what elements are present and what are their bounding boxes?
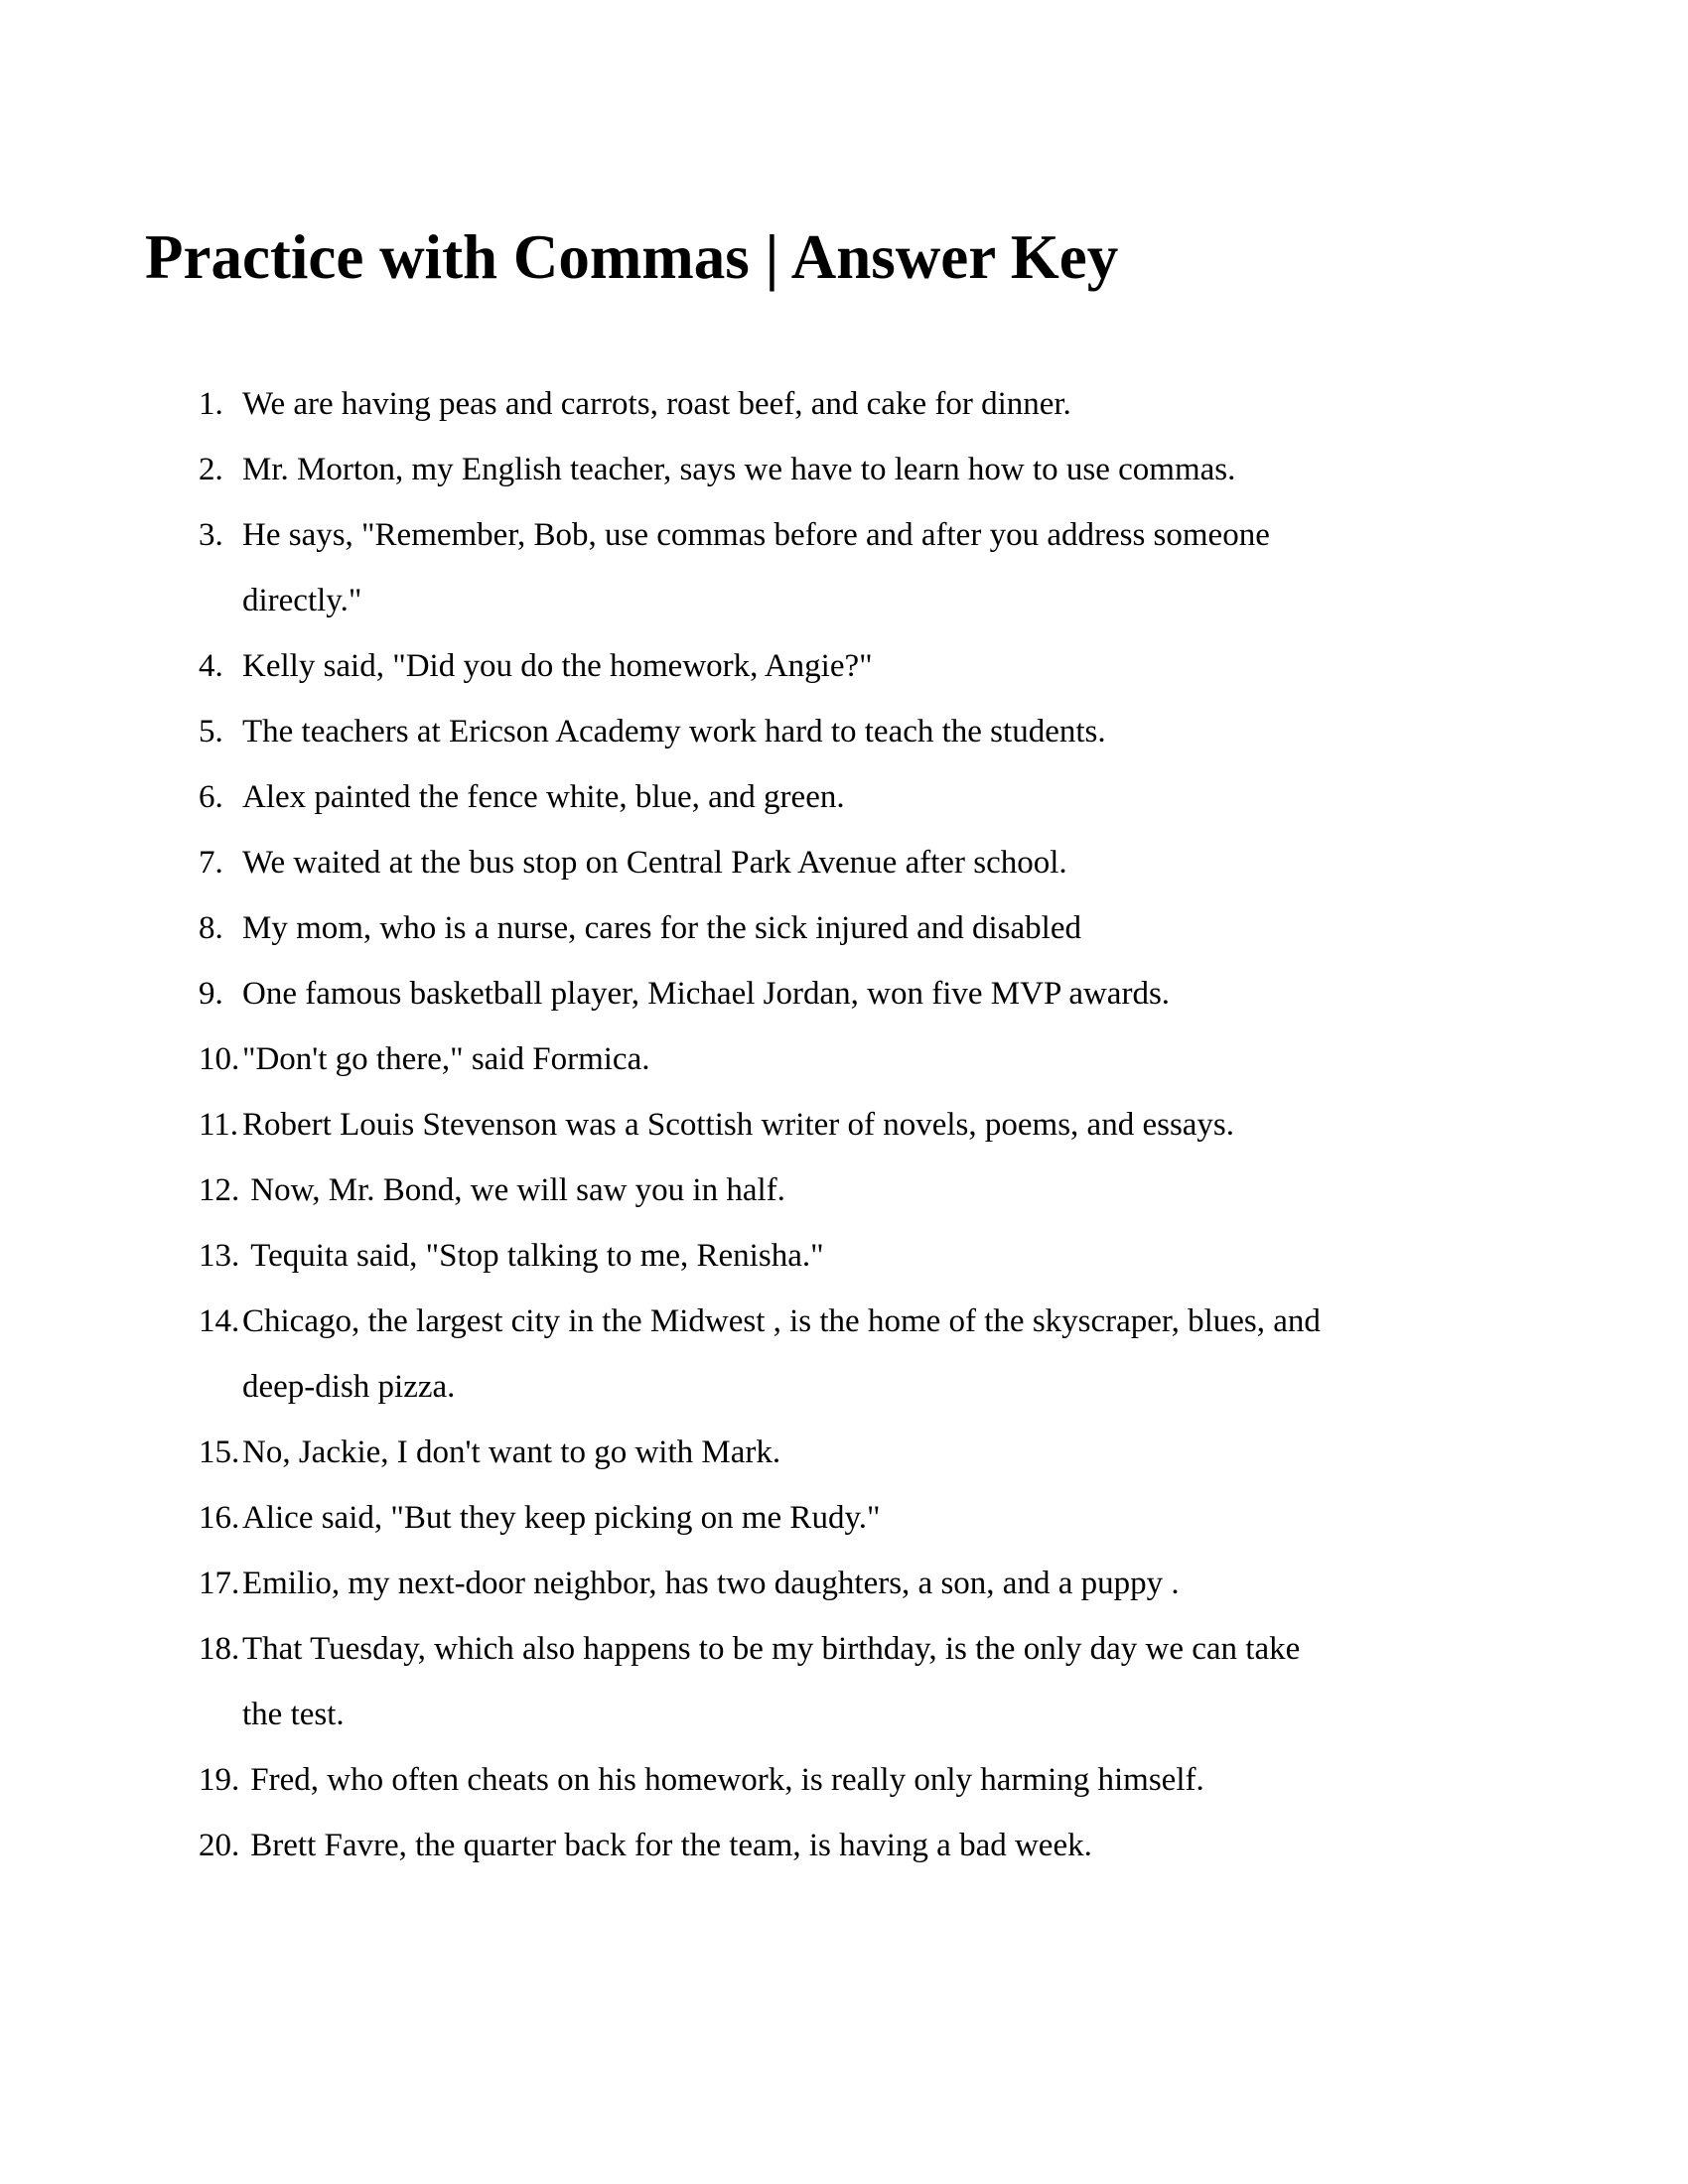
list-item-number: 17.: [199, 1566, 240, 1601]
list-item: [199, 764, 1618, 830]
list-item-text: [242, 895, 1618, 961]
text-line: Robert Louis Stevenson was a Scottish writer of novels, poems, and essays.: [242, 1107, 1235, 1143]
text-line: "Don't go there," said Formica.: [242, 1041, 650, 1077]
list-item-number: 8.: [199, 910, 223, 946]
list-item: [199, 1813, 1618, 1878]
text-line: That Tuesday, which also happens to be my birthday, is the only day we can take: [242, 1631, 1301, 1667]
text-line: Now, Mr. Bond, we will saw you in half.: [242, 1172, 785, 1208]
list-item: [199, 1158, 1618, 1223]
list-item-number: 4.: [199, 648, 223, 684]
list-item-text: [242, 371, 1618, 437]
text-line: Alice said, "But they keep picking on me Rudy.": [242, 1500, 881, 1536]
list-item-text: [242, 961, 1618, 1026]
text-line: Tequita said, "Stop talking to me, Renisha.": [242, 1238, 824, 1274]
list-item-number: 5.: [199, 714, 223, 750]
list-item-text: [242, 1289, 1618, 1420]
list-item: [199, 437, 1618, 502]
text-line: The teachers at Ericson Academy work hard to teach the students.: [242, 714, 1106, 750]
list-item-number: 10.: [199, 1041, 240, 1077]
text-line: My mom, who is a nurse, cares for the sick injured and disabled: [242, 910, 1081, 946]
list-item-number: 20.: [199, 1828, 240, 1863]
list-item-text: [242, 764, 1618, 830]
list-item-text: [242, 1813, 1618, 1878]
text-line: No, Jackie, I don't want to go with Mark.: [242, 1434, 781, 1470]
text-line: Chicago, the largest city in the Midwest , is the home of the skyscraper, blues, and: [242, 1303, 1321, 1339]
list-item-text: [242, 1158, 1618, 1223]
list-item-text: [242, 1420, 1618, 1485]
text-line: Alex painted the fence white, blue, and green.: [242, 779, 845, 815]
list-item-text: [242, 830, 1618, 895]
list-item-text: [242, 1092, 1618, 1158]
list-item-number: 6.: [199, 779, 223, 815]
list-item-text: [242, 633, 1618, 699]
list-item: [199, 371, 1618, 437]
list-item-text: [242, 699, 1618, 764]
list-item: [199, 1092, 1618, 1158]
list-item: [199, 1551, 1618, 1616]
list-item-text: [242, 502, 1618, 633]
list-item-number: 13.: [199, 1238, 240, 1274]
text-line: deep-dish pizza.: [242, 1369, 456, 1405]
list-item-number: 15.: [199, 1434, 240, 1470]
list-item-text: [242, 437, 1618, 502]
text-line: He says, "Remember, Bob, use commas before and after you address someone: [242, 517, 1270, 553]
list-item: [199, 1420, 1618, 1485]
list-item: [199, 1616, 1618, 1747]
list-item: [199, 1223, 1618, 1289]
list-item-number: 16.: [199, 1500, 240, 1536]
list-item: [199, 633, 1618, 699]
list-item: [199, 1485, 1618, 1551]
list-item-number: 9.: [199, 976, 223, 1012]
text-line: Brett Favre, the quarter back for the team, is having a bad week.: [242, 1828, 1092, 1863]
answer-list: [199, 371, 1618, 1878]
text-line: Kelly said, "Did you do the homework, Angie?": [242, 648, 873, 684]
text-line: the test.: [242, 1697, 345, 1732]
list-item: [199, 1289, 1618, 1420]
list-item: [199, 502, 1618, 633]
list-item-text: [242, 1551, 1618, 1616]
page-title: Practice with Commas | Answer Key: [145, 222, 1119, 293]
list-item-text: [242, 1223, 1618, 1289]
text-line: Emilio, my next-door neighbor, has two daughters, a son, and a puppy .: [242, 1566, 1180, 1601]
text-line: Fred, who often cheats on his homework, is really only harming himself.: [242, 1762, 1204, 1798]
list-item-number: 1.: [199, 386, 223, 422]
list-item-number: 11.: [199, 1107, 239, 1143]
list-item-number: 3.: [199, 517, 223, 553]
list-item-text: [242, 1026, 1618, 1092]
list-item-number: 18.: [199, 1631, 240, 1667]
list-item-text: [242, 1616, 1618, 1747]
list-item: [199, 830, 1618, 895]
list-item: [199, 699, 1618, 764]
list-item: [199, 1747, 1618, 1813]
list-item-text: [242, 1747, 1618, 1813]
list-item: [199, 1026, 1618, 1092]
list-item-number: 2.: [199, 452, 223, 487]
list-item-text: [242, 1485, 1618, 1551]
list-item: [199, 895, 1618, 961]
text-line: directly.": [242, 583, 362, 618]
list-item-number: 12.: [199, 1172, 240, 1208]
text-line: We are having peas and carrots, roast beef, and cake for dinner.: [242, 386, 1071, 422]
list-item: [199, 961, 1618, 1026]
text-line: We waited at the bus stop on Central Park Avenue after school.: [242, 845, 1067, 881]
text-line: One famous basketball player, Michael Jordan, won five MVP awards.: [242, 976, 1171, 1012]
list-item-number: 7.: [199, 845, 223, 881]
list-item-number: 14.: [199, 1303, 240, 1339]
text-line: Mr. Morton, my English teacher, says we have to learn how to use commas.: [242, 452, 1236, 487]
list-item-number: 19.: [199, 1762, 240, 1798]
